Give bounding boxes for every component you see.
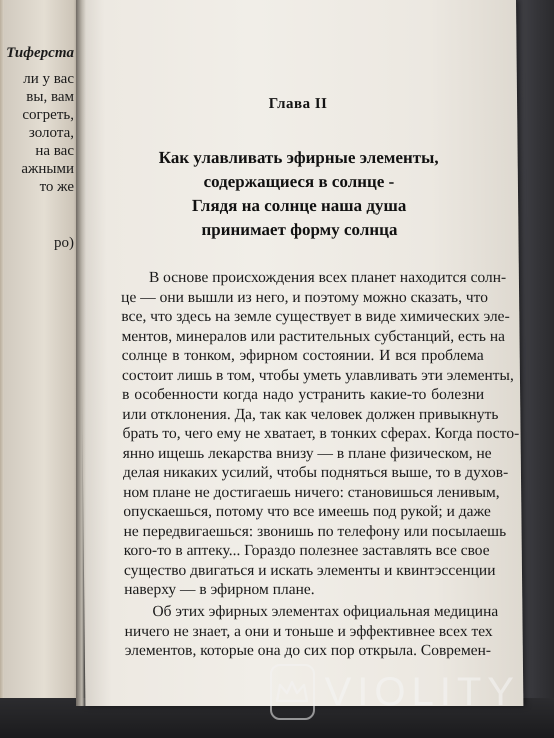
text-line: Об этих эфирных элементах официальная медицина	[152, 603, 499, 620]
heading-line: содержащиеся в солнце -	[203, 172, 395, 191]
watermark-text: VIOLITY	[324, 669, 520, 714]
text-line: не передвигаешься: звонишь по телефону или посылаешь	[123, 522, 507, 540]
heading-line: Как улавливать эфирные элементы,	[158, 148, 439, 167]
left-page-line: на вас	[35, 143, 74, 159]
text-line: ментов, минералов или растительных субстанций, есть на	[121, 327, 506, 345]
heading-line: Глядя на солнце наша душа	[191, 196, 407, 215]
left-page-line: золота,	[28, 125, 74, 141]
text-line: В основе происхождения всех планет находится солн-	[148, 269, 507, 286]
watermark	[270, 664, 520, 720]
text-line: брать то, чего ему не хватает, в тонких сферах. Когда посто-	[122, 425, 520, 442]
left-page-line: ажными	[21, 161, 74, 177]
left-page-line: согреть,	[22, 107, 74, 123]
paragraph-1	[121, 268, 520, 600]
text-line: все, что здесь на земле существует в виде химических эле-	[121, 308, 510, 325]
left-page-line: ро)	[54, 235, 74, 251]
text-line: состоит лишь в том, чтобы уметь улавливать эти элементы,	[121, 366, 514, 384]
text-line: солнце в тонком, эфирном состоянии. И вся проблема	[121, 347, 484, 364]
text-line: це — они вышли из него, и поэтому можно сказать, что	[121, 288, 489, 306]
text-line: делая никаких усилий, чтобы подняться выше, то в духов-	[122, 464, 509, 481]
page-edge	[0, 0, 4, 698]
paragraph-2	[124, 602, 499, 661]
text-line: кого-то в аптеку... Гораздо полезнее заставлять все свое	[123, 542, 490, 559]
chapter-heading	[80, 146, 519, 242]
text-line: ничего не знает, а они и тоньше и эффективнее всех тех	[124, 622, 493, 640]
page-content	[78, 0, 523, 706]
left-page-line: вы, вам	[26, 89, 74, 105]
book-gutter-shadow	[76, 0, 86, 706]
text-line: или отклонения. Да, так как человек должен привыкнуть	[122, 405, 499, 423]
text-line: в особенности когда надо устранить какие-то болезни	[122, 386, 485, 403]
text-line: наверху — в эфирном плане.	[124, 581, 315, 598]
chapter-title: Глава II	[268, 96, 328, 112]
watermark-crown-icon	[270, 664, 315, 720]
text-line: элементов, которые она до сих пор открыла. Современ-	[124, 642, 492, 659]
text-line: ном плане не достигаешь ничего: становишься ленивым,	[123, 483, 500, 501]
left-page-title-fragment: Тиферста	[6, 45, 74, 61]
left-page-line: то же	[39, 179, 74, 195]
text-line: янно ищешь лекарства внизу — в плане физическом, не	[122, 444, 492, 462]
previous-page	[0, 0, 80, 698]
text-line: существо двигаться и искать элементы и квинтэссенции	[123, 561, 496, 579]
heading-line: принимает форму солнца	[201, 220, 398, 239]
book-page	[78, 0, 523, 706]
text-line: опускаешься, потому что все имеешь под рукой; и даже	[123, 503, 491, 520]
left-page-line: ли у вас	[23, 71, 74, 87]
